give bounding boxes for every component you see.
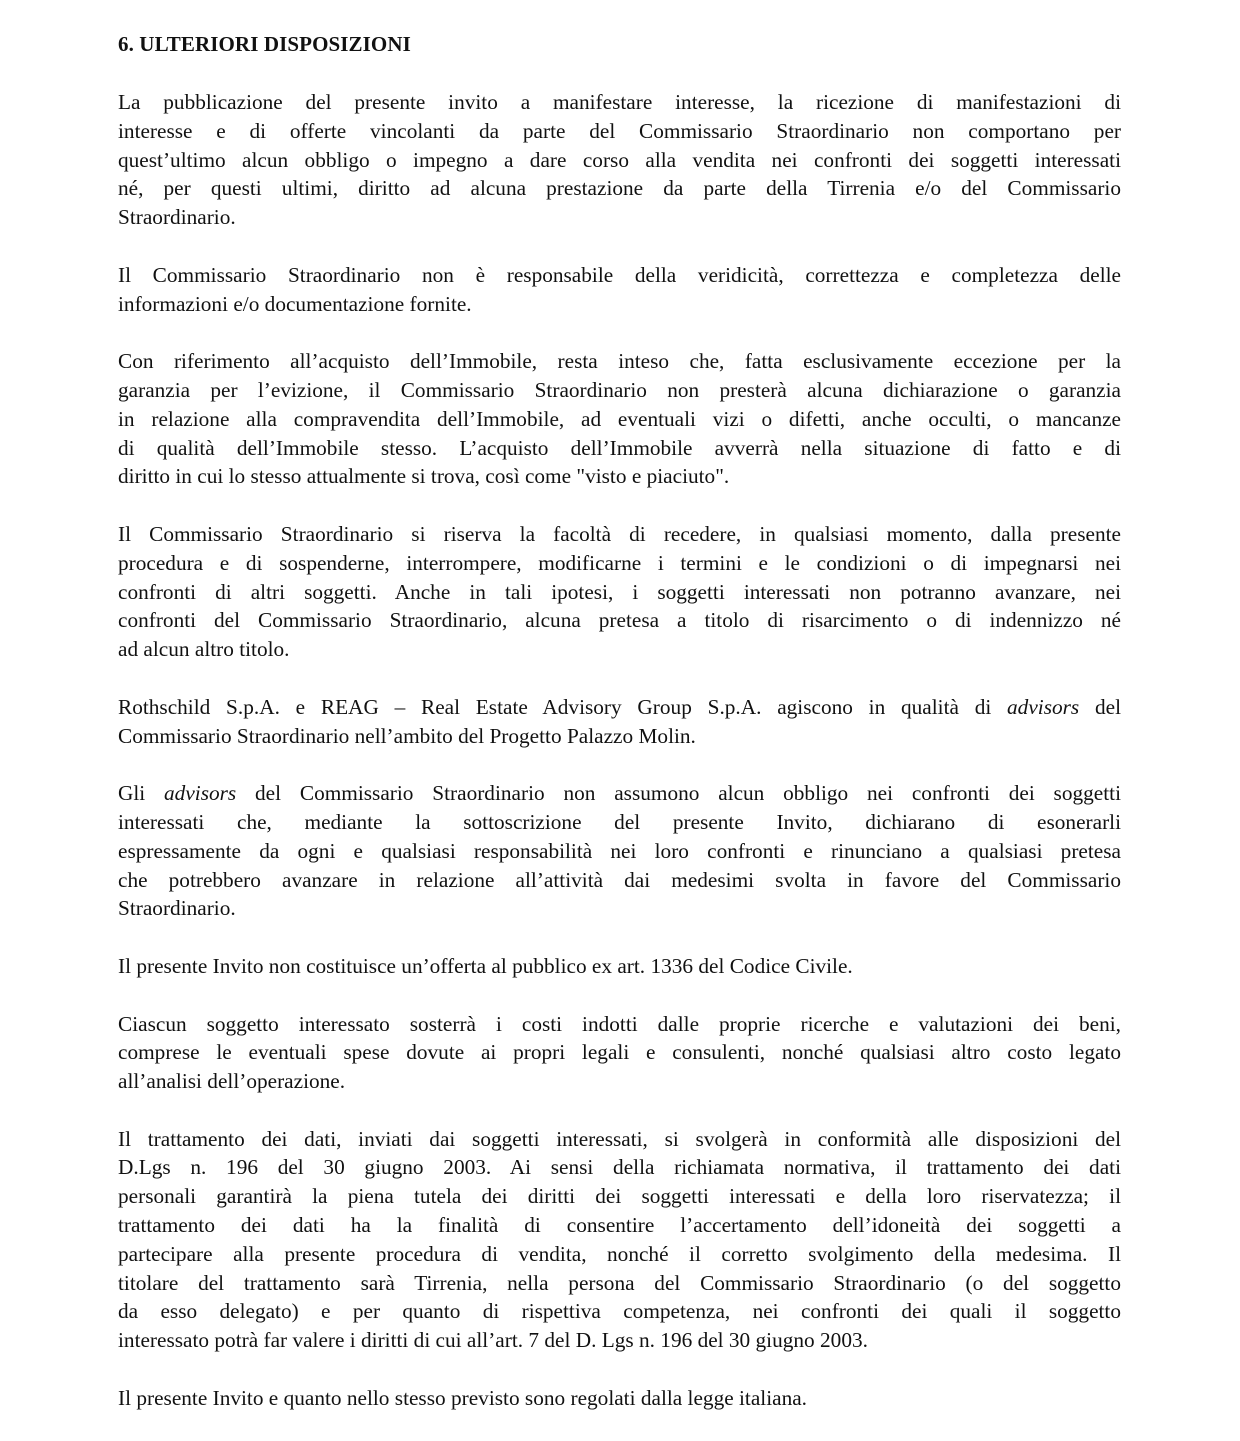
document-page: [118, 30, 1121, 1441]
text-line: garanzia per l’evizione, il Commissario Straordinario non presterà alcuna dichiarazione o garanzia: [118, 377, 1121, 402]
text-line: [118, 693, 1121, 722]
section-heading: 6. ULTERIORI DISPOSIZIONI: [118, 32, 411, 56]
text-line: Il Commissario Straordinario si riserva la facoltà di recedere, in qualsiasi momento, dalla presente: [118, 521, 1121, 546]
paragraph-governing-law: [118, 1384, 1121, 1413]
text-line: [118, 779, 1121, 808]
italic-term: advisors: [1007, 694, 1080, 719]
text-segment: del Commissario Straordinario non assumono alcun obbligo nei confronti dei soggetti: [236, 781, 1121, 806]
paragraph-property-purchase: [118, 347, 1121, 491]
paragraph-not-public-offer: [118, 952, 1121, 981]
text-line: D.Lgs n. 196 del 30 giugno 2003. Ai sensi della richiamata normativa, il trattamento dei dati: [118, 1155, 1121, 1180]
text-line: interessati che, mediante la sottoscrizione del presente Invito, dichiarano di esonerarli: [118, 809, 1121, 834]
text-line: procedura e di sospenderne, interrompere, modificarne i termini e le condizioni o di impegnarsi nei: [118, 550, 1121, 575]
text-line: da esso delegato) e per quanto di rispettiva competenza, nei confronti dei quali il soggetto: [118, 1299, 1121, 1324]
paragraph-data-processing: [118, 1125, 1121, 1355]
text-line: confronti di altri soggetti. Anche in tali ipotesi, i soggetti interessati non potranno avanzare, nei: [118, 579, 1121, 604]
text-line: Straordinario.: [118, 896, 236, 921]
text-line: trattamento dei dati ha la finalità di consentire l’accertamento dell’idoneità dei soggetti a: [118, 1213, 1121, 1238]
paragraph-advisors: [118, 693, 1121, 751]
text-line: Il Commissario Straordinario non è responsabile della veridicità, correttezza e completezza delle: [118, 262, 1121, 287]
paragraph-costs: [118, 1010, 1121, 1096]
paragraph-publication-disclaimer: [118, 88, 1121, 232]
text-line: Commissario Straordinario nell’ambito del Progetto Palazzo Molin.: [118, 723, 696, 748]
paragraph-right-to-withdraw: [118, 520, 1121, 664]
text-line: partecipare alla presente procedura di vendita, nonché il corretto svolgimento della medesima. Il: [118, 1241, 1121, 1266]
text-line: confronti del Commissario Straordinario, alcuna pretesa a titolo di risarcimento o di indennizzo né: [118, 608, 1121, 633]
text-line: Il trattamento dei dati, inviati dai soggetti interessati, si svolgerà in conformità alle disposizioni del: [118, 1126, 1121, 1151]
text-segment: Gli: [118, 781, 165, 806]
italic-term: advisors: [164, 781, 237, 806]
text-line: interessato potrà far valere i diritti di cui all’art. 7 del D. Lgs n. 196 del 30 giugno 2003.: [118, 1328, 868, 1353]
text-line: Straordinario.: [118, 205, 236, 230]
text-line: personali garantirà la piena tutela dei diritti dei soggetti interessati e della loro riservatezza; il: [118, 1184, 1121, 1209]
paragraph-no-responsibility: [118, 261, 1121, 319]
text-line: né, per questi ultimi, diritto ad alcuna prestazione da parte della Tirrenia e/o del Commissario: [118, 176, 1121, 201]
text-line: Il presente Invito e quanto nello stesso previsto sono regolati dalla legge italiana.: [118, 1385, 807, 1410]
text-line: interesse e di offerte vincolanti da parte del Commissario Straordinario non comportano per: [118, 118, 1121, 143]
text-line: titolare del trattamento sarà Tirrenia, nella persona del Commissario Straordinario (o del soggetto: [118, 1270, 1121, 1295]
text-line: comprese le eventuali spese dovute ai propri legali e consulenti, nonché qualsiasi altro costo legato: [118, 1040, 1121, 1065]
text-line: di qualità dell’Immobile stesso. L’acquisto dell’Immobile avverrà nella situazione di fatto e di: [118, 435, 1121, 460]
text-line: espressamente da ogni e qualsiasi responsabilità nei loro confronti e rinunciano a qualsiasi pretesa: [118, 838, 1121, 863]
text-line: quest’ultimo alcun obbligo o impegno a dare corso alla vendita nei confronti dei soggetti interessati: [118, 147, 1121, 172]
text-line: Con riferimento all’acquisto dell’Immobile, resta inteso che, fatta esclusivamente eccezione per la: [118, 349, 1121, 374]
paragraph-advisors-liability: [118, 779, 1121, 923]
text-line: informazioni e/o documentazione fornite.: [118, 291, 472, 316]
text-line: che potrebbero avanzare in relazione all’attività dai medesimi svolta in favore del Commissario: [118, 867, 1121, 892]
text-line: all’analisi dell’operazione.: [118, 1069, 346, 1094]
text-line: La pubblicazione del presente invito a manifestare interesse, la ricezione di manifestazioni di: [118, 90, 1121, 114]
text-line: diritto in cui lo stesso attualmente si trova, così come "visto e piaciuto".: [118, 464, 730, 489]
text-line: ad alcun altro titolo.: [118, 637, 290, 662]
text-line: Ciascun soggetto interessato sosterrà i costi indotti dalle proprie ricerche e valutazioni dei beni,: [118, 1011, 1121, 1036]
text-segment: del: [1079, 694, 1121, 719]
text-segment: Rothschild S.p.A. e REAG – Real Estate Advisory Group S.p.A. agiscono in qualità di: [118, 694, 1008, 719]
text-line: in relazione alla compravendita dell’Immobile, ad eventuali vizi o difetti, anche occulti, o mancanze: [118, 406, 1121, 431]
text-line: Il presente Invito non costituisce un’offerta al pubblico ex art. 1336 del Codice Civile.: [118, 953, 853, 978]
